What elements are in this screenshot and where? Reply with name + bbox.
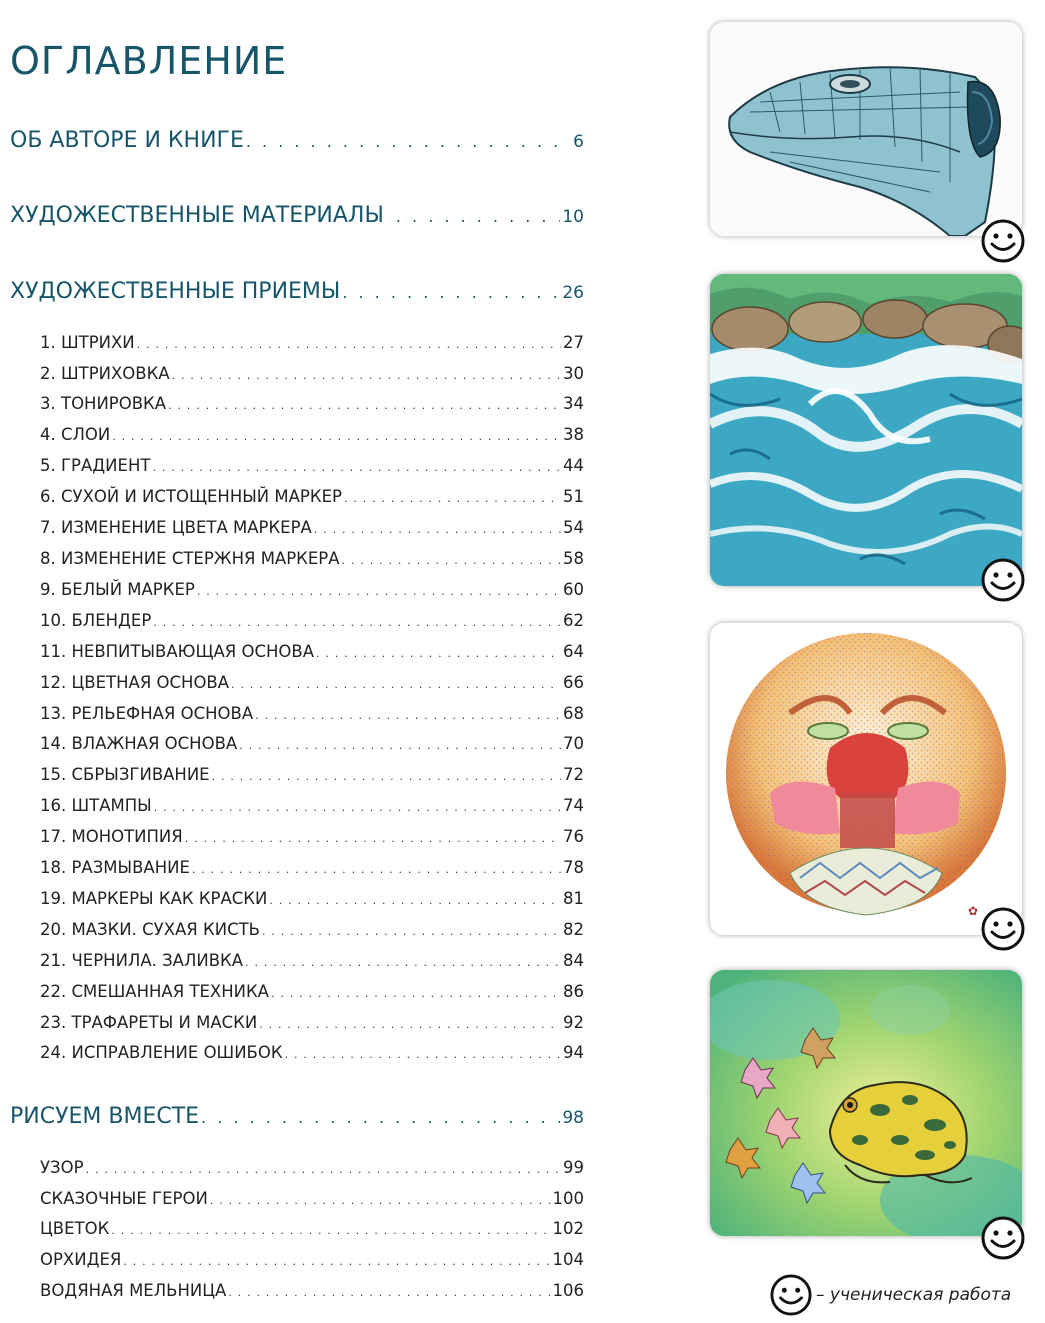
toc-item[interactable]: [40, 456, 584, 475]
toc-page-number: 6: [573, 132, 584, 152]
toc-item[interactable]: [40, 1250, 584, 1269]
leader-dots: [245, 956, 561, 969]
leader-dots: [396, 207, 560, 226]
leader-dots: [342, 554, 561, 567]
leader-dots: [185, 832, 561, 845]
toc-section[interactable]: [10, 203, 584, 228]
toc-label: 24. ИСПРАВЛЕНИЕ ОШИБОК: [40, 1043, 283, 1062]
toc-label: 14. ВЛАЖНАЯ ОСНОВА: [40, 734, 238, 753]
leader-dots: [344, 492, 561, 505]
toc-item[interactable]: [40, 951, 584, 970]
leader-dots: [152, 461, 561, 474]
toc-page-number: 66: [563, 673, 584, 692]
frog-illustration: [710, 970, 1022, 1236]
toc-page-number: 84: [563, 951, 584, 970]
leader-dots: [154, 801, 561, 814]
toc-label: 12. ЦВЕТНАЯ ОСНОВА: [40, 673, 230, 692]
leader-dots: [255, 709, 561, 722]
leader-dots: [212, 770, 561, 783]
toc-item[interactable]: [40, 642, 584, 661]
toc-page-number: 62: [563, 611, 584, 630]
leader-dots: [123, 1255, 550, 1268]
toc-label: 7. ИЗМЕНЕНИЕ ЦВЕТА МАРКЕРА: [40, 518, 312, 537]
toc-label: СКАЗОЧНЫЕ ГЕРОИ: [40, 1189, 208, 1208]
toc-label: 17. МОНОТИПИЯ: [40, 827, 183, 846]
leader-dots: [231, 678, 561, 691]
toc-item[interactable]: [40, 920, 584, 939]
toc-label: 13. РЕЛЬЕФНАЯ ОСНОВА: [40, 704, 254, 723]
toc-item[interactable]: [40, 889, 584, 908]
toc-item[interactable]: [40, 425, 584, 444]
leader-dots: [285, 1048, 561, 1061]
toc-label: 18. РАЗМЫВАНИЕ: [40, 858, 190, 877]
toc-page-number: 30: [563, 364, 584, 383]
toc-item[interactable]: [40, 1158, 584, 1177]
leader-dots: [228, 1286, 550, 1299]
smiley-icon: [770, 1274, 812, 1316]
smiley-icon: [981, 219, 1025, 263]
toc-item[interactable]: [40, 765, 584, 784]
toc-page-number: 94: [563, 1043, 584, 1062]
toc-page-number: 70: [563, 734, 584, 753]
toc-item[interactable]: [40, 611, 584, 630]
toc-item[interactable]: [40, 364, 584, 383]
toc-item[interactable]: [40, 487, 584, 506]
toc-page-number: 54: [563, 518, 584, 537]
toc-section[interactable]: [10, 279, 584, 304]
toc-page-number: 44: [563, 456, 584, 475]
toc-label: 4. СЛОИ: [40, 425, 111, 444]
toc-page-number: 74: [563, 796, 584, 815]
toc-label: 3. ТОНИРОВКА: [40, 394, 167, 413]
smiley-icon: [981, 907, 1025, 951]
toc-page-number: 72: [563, 765, 584, 784]
leader-dots: [342, 283, 560, 302]
toc-label: 15. СБРЫЗГИВАНИЕ: [40, 765, 210, 784]
toc-label: ОРХИДЕЯ: [40, 1250, 122, 1269]
toc-label: 8. ИЗМЕНЕНИЕ СТЕРЖНЯ МАРКЕРА: [40, 549, 340, 568]
leader-dots: [259, 1018, 561, 1031]
toc-item[interactable]: [40, 1219, 584, 1238]
toc-label: 9. БЕЛЫЙ МАРКЕР: [40, 580, 195, 599]
toc-page-number: 38: [563, 425, 584, 444]
toc-page-number: 34: [563, 394, 584, 413]
leader-dots: [246, 132, 571, 151]
toc-label: УЗОР: [40, 1158, 84, 1177]
leader-dots: [197, 585, 561, 598]
toc-label: 2. ШТРИХОВКА: [40, 364, 170, 383]
toc-page-number: 106: [552, 1281, 584, 1300]
toc-section[interactable]: [10, 1104, 584, 1129]
toc-label: 11. НЕВПИТЫВАЮЩАЯ ОСНОВА: [40, 642, 314, 661]
toc-item[interactable]: [40, 704, 584, 723]
leader-dots: [172, 369, 561, 382]
toc-item[interactable]: [40, 518, 584, 537]
leader-dots: [112, 430, 561, 443]
toc-label: 6. СУХОЙ И ИСТОЩЕННЫЙ МАРКЕР: [40, 487, 342, 506]
leader-dots: [201, 1108, 560, 1127]
toc-item[interactable]: [40, 394, 584, 413]
leader-dots: [86, 1163, 561, 1176]
toc-label: 20. МАЗКИ. СУХАЯ КИСТЬ: [40, 920, 260, 939]
leader-dots: [210, 1194, 551, 1207]
toc-item[interactable]: [40, 673, 584, 692]
toc-page-number: 68: [563, 704, 584, 723]
pointillism-face-illustration: [710, 623, 1022, 935]
toc-label: ВОДЯНАЯ МЕЛЬНИЦА: [40, 1281, 227, 1300]
toc-page-number: 10: [562, 207, 584, 227]
toc-page-number: 99: [563, 1158, 584, 1177]
toc-label: 1. ШТРИХИ: [40, 333, 135, 352]
page-title: ОГЛАВЛЕНИЕ: [10, 39, 288, 84]
leader-dots: [111, 1224, 550, 1237]
toc-label: 23. ТРАФАРЕТЫ И МАСКИ: [40, 1013, 258, 1032]
toc-label: 19. МАРКЕРЫ КАК КРАСКИ: [40, 889, 268, 908]
toc-page-number: 98: [562, 1108, 584, 1128]
toc-label: 21. ЧЕРНИЛА. ЗАЛИВКА: [40, 951, 244, 970]
toc-label: ОБ АВТОРЕ И КНИГЕ: [10, 128, 244, 153]
leader-dots: [271, 987, 561, 1000]
leader-dots: [314, 523, 561, 536]
toc-item[interactable]: [40, 982, 584, 1001]
toc-page-number: 100: [552, 1189, 584, 1208]
toc-item[interactable]: [40, 1013, 584, 1032]
toc-label: 5. ГРАДИЕНТ: [40, 456, 151, 475]
leader-dots: [168, 399, 561, 412]
toc-page-number: 64: [563, 642, 584, 661]
toc-item[interactable]: [40, 1189, 584, 1208]
toc-page-number: 104: [552, 1250, 584, 1269]
toc-label: ЦВЕТОК: [40, 1219, 110, 1238]
toc-page-number: 102: [552, 1219, 584, 1238]
toc-item[interactable]: [40, 1043, 584, 1062]
toc-page-number: 78: [563, 858, 584, 877]
toc-page-number: 58: [563, 549, 584, 568]
toc-page-number: 27: [563, 333, 584, 352]
toc-item[interactable]: [40, 1281, 584, 1300]
legend-text: – ученическая работа: [816, 1285, 1012, 1305]
smiley-icon: [981, 1216, 1025, 1260]
toc-label: 16. ШТАМПЫ: [40, 796, 152, 815]
waves-illustration: [710, 274, 1022, 586]
toc-item[interactable]: [40, 827, 584, 846]
svg-text:✿: ✿: [968, 904, 979, 918]
leader-dots: [269, 894, 561, 907]
toc-page-number: 81: [563, 889, 584, 908]
leader-dots: [316, 647, 561, 660]
leader-dots: [239, 739, 561, 752]
leader-dots: [262, 925, 561, 938]
smiley-icon: [981, 558, 1025, 602]
toc-label: 10. БЛЕНДЕР: [40, 611, 152, 630]
toc-item[interactable]: [40, 796, 584, 815]
leader-dots: [137, 338, 561, 351]
toc-item[interactable]: [40, 333, 584, 352]
toc-page-number: 76: [563, 827, 584, 846]
toc-page-number: 92: [563, 1013, 584, 1032]
legend: [770, 1274, 1011, 1316]
toc-page-number: 51: [563, 487, 584, 506]
toc-page-number: 60: [563, 580, 584, 599]
toc-label: РИСУЕМ ВМЕСТЕ: [10, 1104, 200, 1129]
toc-page-number: 86: [563, 982, 584, 1001]
toc-item[interactable]: [40, 549, 584, 568]
toc-page-number: 82: [563, 920, 584, 939]
toc-page-number: 26: [562, 283, 584, 303]
leader-dots: [192, 863, 561, 876]
lizard-illustration: [710, 22, 1022, 236]
toc-item[interactable]: [40, 734, 584, 753]
toc-item[interactable]: [40, 580, 584, 599]
toc-section[interactable]: [10, 128, 584, 153]
toc-item[interactable]: [40, 858, 584, 877]
leader-dots: [153, 616, 561, 629]
toc-label: ХУДОЖЕСТВЕННЫЕ ПРИЕМЫ: [10, 279, 341, 304]
toc-label: 22. СМЕШАННАЯ ТЕХНИКА: [40, 982, 269, 1001]
toc-label: ХУДОЖЕСТВЕННЫЕ МАТЕРИАЛЫ: [10, 203, 384, 228]
